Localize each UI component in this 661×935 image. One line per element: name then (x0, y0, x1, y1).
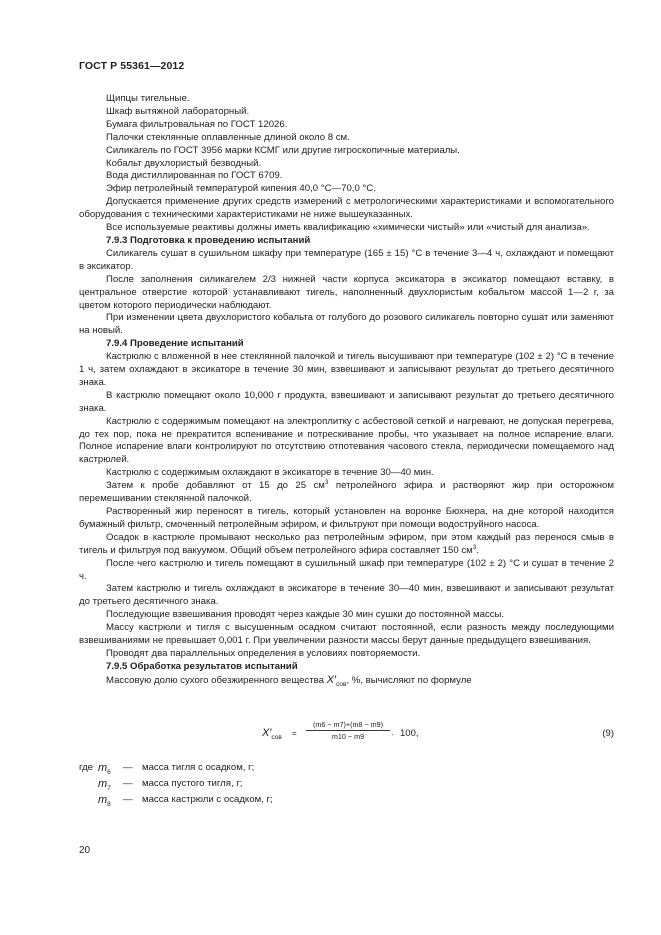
paragraph: Кастрюлю с вложенной в нее стеклянной палочкой и тигель высушивают при температуре (102 ± 2) °С в течение 1 ч, затем охлаждают в эксикаторе в течение 30 мин, взвешивают и записывают результат до третьего десятичного знака. (79, 351, 614, 388)
paragraph-reagents: Все используемые реактивы должны иметь квалификацию «химически чистый» или «чистый для анализа». (106, 222, 590, 234)
variable-x-sov: $X'_{сов}$ (326, 673, 347, 688)
where-dash: — (123, 794, 133, 805)
paragraph: Проводят два параллельных определения в условиях повторяемости. (106, 647, 421, 659)
formula-fraction (306, 720, 390, 741)
list-item: Палочки стеклянные оплавленные длиной около 8 см. (106, 131, 350, 143)
paragraph: Растворенный жир переносят в тигель, который установлен на воронке Бюхнера, на дне которой находится бумажный фильтр, смоченный петролейным эфиром, и фильтруют при помощи водоструйного насоса. (79, 506, 614, 530)
formula-number: (9) (602, 728, 614, 739)
list-item: Эфир петролейный температурой кипения 40,0 °С—70,0 °С. (106, 183, 376, 195)
paragraph: Осадок в кастрюле промывают несколько раз петролейным эфиром, при этом каждый раз перенося смыв в тигель и фильтруя под вакуумом. Общий объем петролейного эфира составляет 150 $см^3$. (79, 531, 614, 556)
list-item: Бумага фильтровальная по ГОСТ 12026. (106, 118, 288, 130)
formula-multiply: · (391, 729, 394, 739)
paragraph: Затем кастрюлю и тигель охлаждают в эксикаторе в течение 30—40 мин, взвешивают и записывают результат до третьего десятичного знака. (79, 583, 614, 608)
where-lead: где (79, 762, 94, 773)
variable-description: масса пустого тигля, г; (142, 778, 243, 789)
section-heading-7-9-4: 7.9.4 Проведение испытаний (106, 338, 244, 350)
paragraph: Кастрюлю с содержимым помещают на электроплитку с асбестовой сеткой и нагревают, не допуская перегрева, до тех пор, пока не прекратится вспенивание и потрескивание пробы, что указывает на полное испарение влаги. Полное испарение влаги контролируют по отсутствию отпотевания часового стекла, периодически помещаемого над кастрюлей. (79, 415, 614, 466)
paragraph: После чего кастрюлю и тигель помещают в сушильный шкаф при температуре (102 ± 2) °С и сушат в течение 2 ч. (79, 557, 614, 582)
variable-description: масса тигля с осадком, г; (142, 762, 255, 773)
formula-lhs: $X'_{сов}$ (262, 727, 282, 741)
formula-factor: 100, (400, 728, 419, 739)
document-header: ГОСТ Р 55361—2012 (79, 60, 185, 72)
list-item: Вода дистиллированная по ГОСТ 6709. (106, 170, 283, 182)
variable-description: масса кастрюли с осадком, г; (142, 794, 273, 805)
paragraph: Кастрюлю с содержимым охлаждают в эксикаторе в течение 30—40 мин. (106, 467, 434, 479)
paragraph: Силикагель сушат в сушильном шкафу при температуре (165 ± 15) °С в течение 3—4 ч, охлаждают и помещают в эксикатор. (79, 247, 614, 272)
paragraph: При изменении цвета двухлористого кобальта от голубого до розового силикагель повторно сушат или заменяют на новый. (79, 312, 614, 337)
formula-9 (262, 720, 614, 750)
paragraph: После заполнения силикагелем 2/3 нижней части корпуса эксикатора в эксикатор помещают вставку, в центральное отверстие которой устанавливают тигель, наполненный двухлористым кобальтом массой 1—2 г, за цветом которого периодически наблюдают. (79, 273, 614, 311)
page-number: 20 (79, 845, 91, 856)
paragraph: Массу кастрюли и тигля с высушенным осадком считают постоянной, если разность между последующими взвешиваниями не превышает 0,001 г. При увеличении разности массы берут данные предыдущего взвешивания. (79, 622, 614, 647)
paragraph-equipment: Допускается применение других средств измерений с метрологическими характеристиками и вспомогательного оборудования с техническими характеристиками не ниже вышеуказанных. (79, 196, 614, 221)
list-item: Силикагель по ГОСТ 3956 марки КСМГ или другие гигроскопичные материалы. (106, 144, 460, 156)
paragraph: В кастрюлю помещают около 10,000 г продукта, взвешивают и записывают результат до третьего десятичного знака. (79, 389, 614, 414)
list-item: Кобальт двухлористый безводный. (106, 157, 262, 169)
paragraph-formula-intro: Массовую долю сухого обезжиренного вещества $X'_{сов}$, %, вычисляют по формуле (106, 673, 472, 688)
formula-denominator: m10 − m9 (331, 732, 365, 741)
section-heading-7-9-3: 7.9.3 Подготовка к проведению испытаний (106, 234, 311, 246)
formula-numerator: (m6 − m7)+(m8 − m9) (306, 720, 390, 731)
variable-symbol: $m_6$ (98, 762, 111, 776)
where-dash: — (123, 762, 133, 773)
body-text (79, 93, 614, 692)
formula-equals: = (292, 729, 297, 738)
paragraph: Последующие взвешивания проводят через каждые 30 мин сушки до постоянной массы. (106, 609, 505, 621)
variable-symbol: $m_8$ (98, 794, 111, 808)
variable-symbol: $m_7$ (98, 778, 111, 792)
where-dash: — (123, 778, 133, 789)
list-item: Шкаф вытяжной лабораторный. (106, 105, 250, 117)
list-item: Щипцы тигельные. (106, 93, 190, 104)
paragraph: Затем к пробе добавляют от 15 до 25 $см^3$ петролейного эфира и растворяют жир при осторожном перемешивании стеклянной палочкой. (79, 479, 614, 505)
section-heading-7-9-5: 7.9.5 Обработка результатов испытаний (106, 660, 298, 672)
